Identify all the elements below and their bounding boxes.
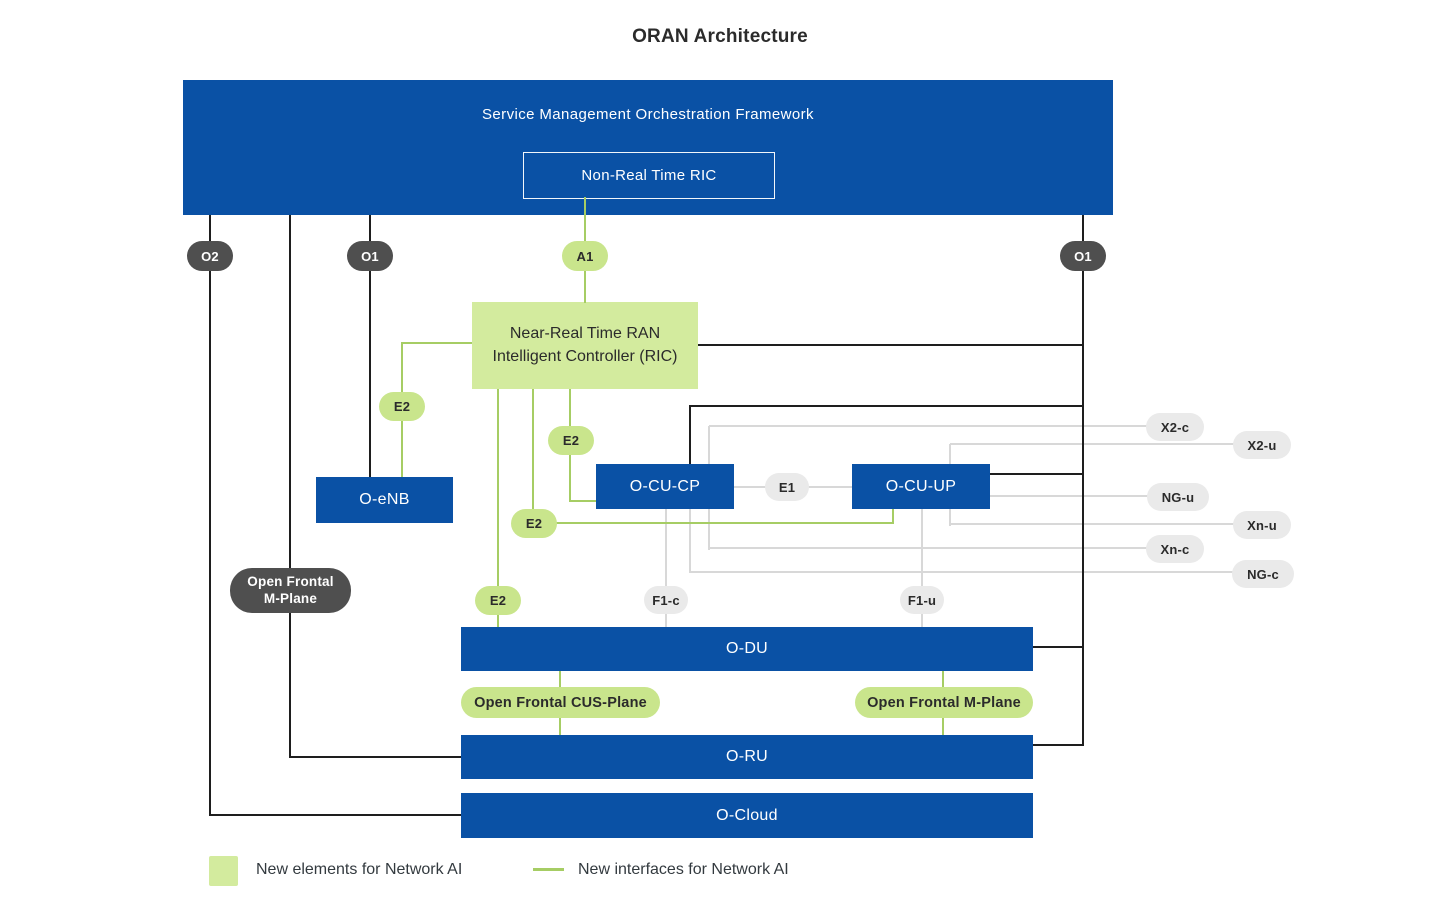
line-x2c bbox=[709, 425, 1164, 427]
pill-f1-u: F1-u bbox=[900, 586, 944, 614]
pill-x2-c: X2-c bbox=[1146, 413, 1204, 441]
legend-elements-swatch bbox=[209, 856, 238, 886]
line-xnc bbox=[709, 547, 1164, 549]
pill-f1-c: F1-c bbox=[644, 586, 688, 614]
smo-label: Service Management Orchestration Framework bbox=[482, 106, 814, 123]
o-cloud-label: O-Cloud bbox=[716, 806, 778, 824]
pill-ng-c: NG-c bbox=[1232, 560, 1294, 588]
line-o1-to-ocucp-vertical bbox=[689, 405, 691, 464]
line-o1-to-odu bbox=[1033, 646, 1083, 648]
line-o2-to-ocloud bbox=[210, 814, 462, 816]
near-rt-ric-box bbox=[472, 302, 698, 389]
line-e2-ocuup-vertical bbox=[532, 389, 534, 524]
o-cu-cp-label: O-CU-CP bbox=[629, 477, 701, 495]
line-e2-ocuup-horizontal bbox=[532, 522, 894, 524]
line-e2-ocuup-riser bbox=[892, 508, 894, 524]
legend-elements-label: New elements for Network AI bbox=[256, 861, 463, 878]
open-frontal-m-plane-line1: Open Frontal bbox=[247, 573, 334, 589]
line-o1-right-vertical bbox=[1082, 215, 1084, 746]
line-e2-enb-horizontal bbox=[402, 342, 472, 344]
line-o2-vertical bbox=[209, 215, 211, 816]
o-ru-label: O-RU bbox=[725, 748, 769, 765]
line-e2-ocucp-horizontal bbox=[569, 500, 597, 502]
line-x2u bbox=[950, 443, 1250, 445]
legend-interfaces-label: New interfaces for Network AI bbox=[578, 861, 789, 878]
pill-e2-ocuup: E2 bbox=[511, 509, 557, 538]
o-cu-cp-box bbox=[596, 464, 734, 509]
non-rt-ric-box bbox=[523, 152, 775, 199]
line-mplane-vertical bbox=[289, 215, 291, 758]
o-enb-label: O-eNB bbox=[359, 491, 410, 508]
pill-xn-c: Xn-c bbox=[1146, 535, 1204, 563]
line-xnu bbox=[950, 523, 1250, 525]
near-rt-ric-label-line1: Near-Real Time RAN bbox=[509, 325, 661, 343]
pill-o1-left: O1 bbox=[347, 241, 393, 271]
o-du-box bbox=[461, 627, 1033, 671]
line-ngu bbox=[990, 495, 1164, 497]
pill-e1: E1 bbox=[765, 473, 809, 501]
o-cloud-box bbox=[461, 793, 1033, 838]
line-o1-to-ric bbox=[698, 344, 1083, 346]
line-ngc bbox=[690, 571, 1250, 573]
o-cu-up-box bbox=[852, 464, 990, 509]
open-frontal-m-plane-line2: M-Plane bbox=[263, 590, 318, 606]
diagram-title: ORAN Architecture bbox=[632, 26, 808, 47]
pill-open-frontal-m-plane-dark bbox=[230, 568, 351, 613]
line-ngc-vertical bbox=[689, 508, 691, 573]
line-o1-to-ocuup bbox=[990, 473, 1083, 475]
pill-xn-u: Xn-u bbox=[1233, 511, 1291, 539]
pill-ng-u: NG-u bbox=[1147, 483, 1209, 511]
legend-interfaces-line bbox=[533, 868, 564, 871]
pill-e2-ocucp: E2 bbox=[548, 426, 594, 455]
pill-x2-u: X2-u bbox=[1233, 431, 1291, 459]
line-mplane-to-oru bbox=[290, 756, 462, 758]
line-o1-to-oru bbox=[1033, 744, 1083, 746]
pill-o1-right: O1 bbox=[1060, 241, 1106, 271]
pill-a1: A1 bbox=[562, 241, 608, 271]
pill-e2-odu: E2 bbox=[475, 586, 521, 615]
pill-open-frontal-cus-plane: Open Frontal CUS-Plane bbox=[461, 687, 660, 718]
non-rt-ric-label: Non-Real Time RIC bbox=[581, 167, 717, 184]
pill-o2: O2 bbox=[187, 241, 233, 271]
o-ru-box bbox=[461, 735, 1033, 779]
pill-open-frontal-m-plane-green: Open Frontal M-Plane bbox=[855, 687, 1033, 718]
line-o1-to-ocucp-horizontal bbox=[689, 405, 1083, 407]
near-rt-ric-label-line2: Intelligent Controller (RIC) bbox=[492, 347, 678, 365]
o-cu-up-label: O-CU-UP bbox=[885, 477, 957, 495]
o-enb-box bbox=[316, 477, 453, 523]
pill-e2-oenb: E2 bbox=[379, 392, 425, 421]
o-du-label: O-DU bbox=[725, 640, 769, 657]
